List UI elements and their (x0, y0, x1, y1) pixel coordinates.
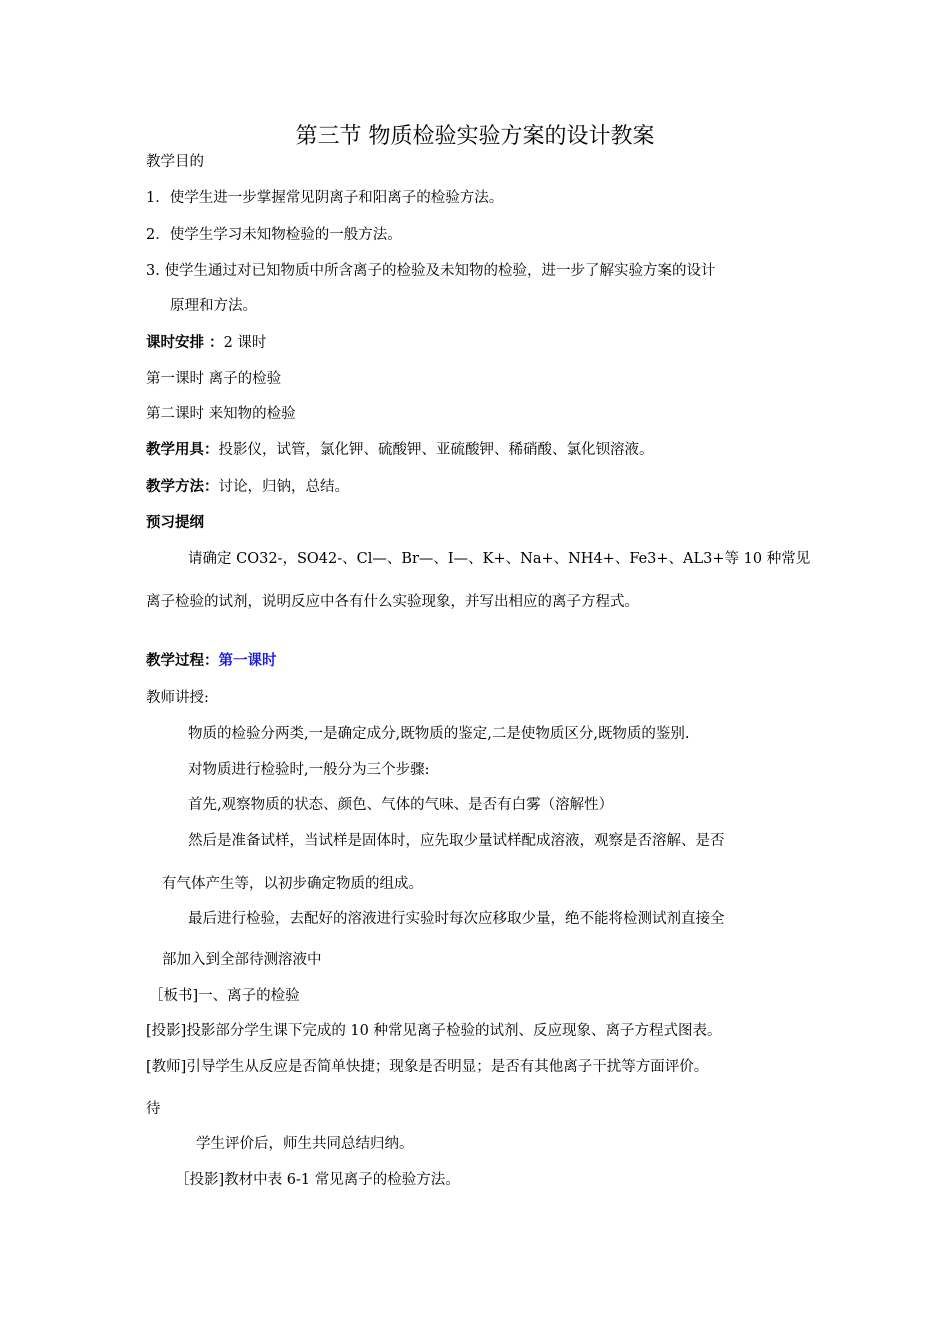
schedule-value: 2 课时 (223, 335, 267, 351)
body-line: 最后进行检验，去配好的溶液进行实验时每次应移取少量，绝不能将检测试剂直接全 (188, 911, 725, 927)
tools-value: 投影仪，试管，氯化钾、硫酸钾、亚硫酸钾、稀硝酸、氯化钡溶液。 (218, 442, 654, 458)
methods-value: 讨论，归钠，总结。 (218, 479, 349, 495)
teacher-heading: 教师讲授: (146, 690, 209, 706)
objective-3-continued: 原理和方法。 (170, 298, 257, 314)
schedule-line (146, 333, 266, 353)
preview-line-2: 离子检验的试剂，说明反应中各有什么实验现象，并写出相应的离子方程式。 (146, 594, 639, 610)
body-line: ［板书]一、离子的检验 (149, 988, 300, 1004)
body-line: 然后是准备试样，当试样是固体时，应先取少量试样配成溶液，观察是否溶解、是否 (188, 833, 725, 849)
methods-line (146, 477, 349, 497)
lesson-1: 第一课时 离子的检验 (146, 371, 282, 387)
methods-label: 教学方法： (146, 478, 219, 495)
body-line: [投影]投影部分学生课下完成的 10 种常见离子检验的试剂、反应现象、离子方程式图表。 (146, 1023, 722, 1039)
body-line: ［投影]教材中表 6-1 常见离子的检验方法。 (175, 1172, 460, 1188)
tools-label: 教学用具： (146, 441, 219, 458)
body-line: 物质的检验分两类,一是确定成分,既物质的鉴定,二是使物质区分,既物质的鉴别. (188, 726, 690, 742)
objective-1: 1．使学生进一步掌握常见阴离子和阳离子的检验方法。 (146, 190, 504, 206)
lesson-2: 第二课时 来知物的检验 (146, 406, 296, 422)
body-line: 对物质进行检验时,一般分为三个步骤: (188, 762, 430, 778)
process-highlight: 第一课时 (218, 652, 277, 669)
schedule-label: 课时安排 ： (146, 334, 224, 351)
body-line: 首先,观察物质的状态、颜色、气体的气味、是否有白雾（溶解性） (188, 797, 614, 813)
body-line: 有气体产生等，以初步确定物质的组成。 (162, 876, 423, 892)
tools-line (146, 440, 654, 460)
body-line: [教师]引导学生从反应是否简单快捷；现象是否明显；是否有其他离子干扰等方面评价。 (146, 1059, 709, 1075)
preview-line-1: 请确定 CO32-，SO42-、Cl—、Br—、I—、K+、Na+、NH4+、Fe3+、AL3+等 10 种常见 (188, 551, 811, 567)
document-title: 第三节 物质检验实验方案的设计教案 (295, 124, 655, 149)
body-line: 部加入到全部待测溶液中 (162, 952, 322, 968)
preview-heading: 预习提纲 (146, 514, 204, 531)
body-line: 待 (146, 1101, 161, 1117)
process-line (146, 651, 277, 671)
process-label: 教学过程： (146, 652, 219, 669)
objectives-heading: 教学目的 (146, 154, 204, 170)
objective-3: 3. 使学生通过对已知物质中所含离子的检验及未知物的检验，进一步了解实验方案的设计 (146, 263, 716, 279)
objective-2: 2．使学生学习未知物检验的一般方法。 (146, 227, 402, 243)
body-line: 学生评价后，师生共同总结归纳。 (196, 1136, 414, 1152)
